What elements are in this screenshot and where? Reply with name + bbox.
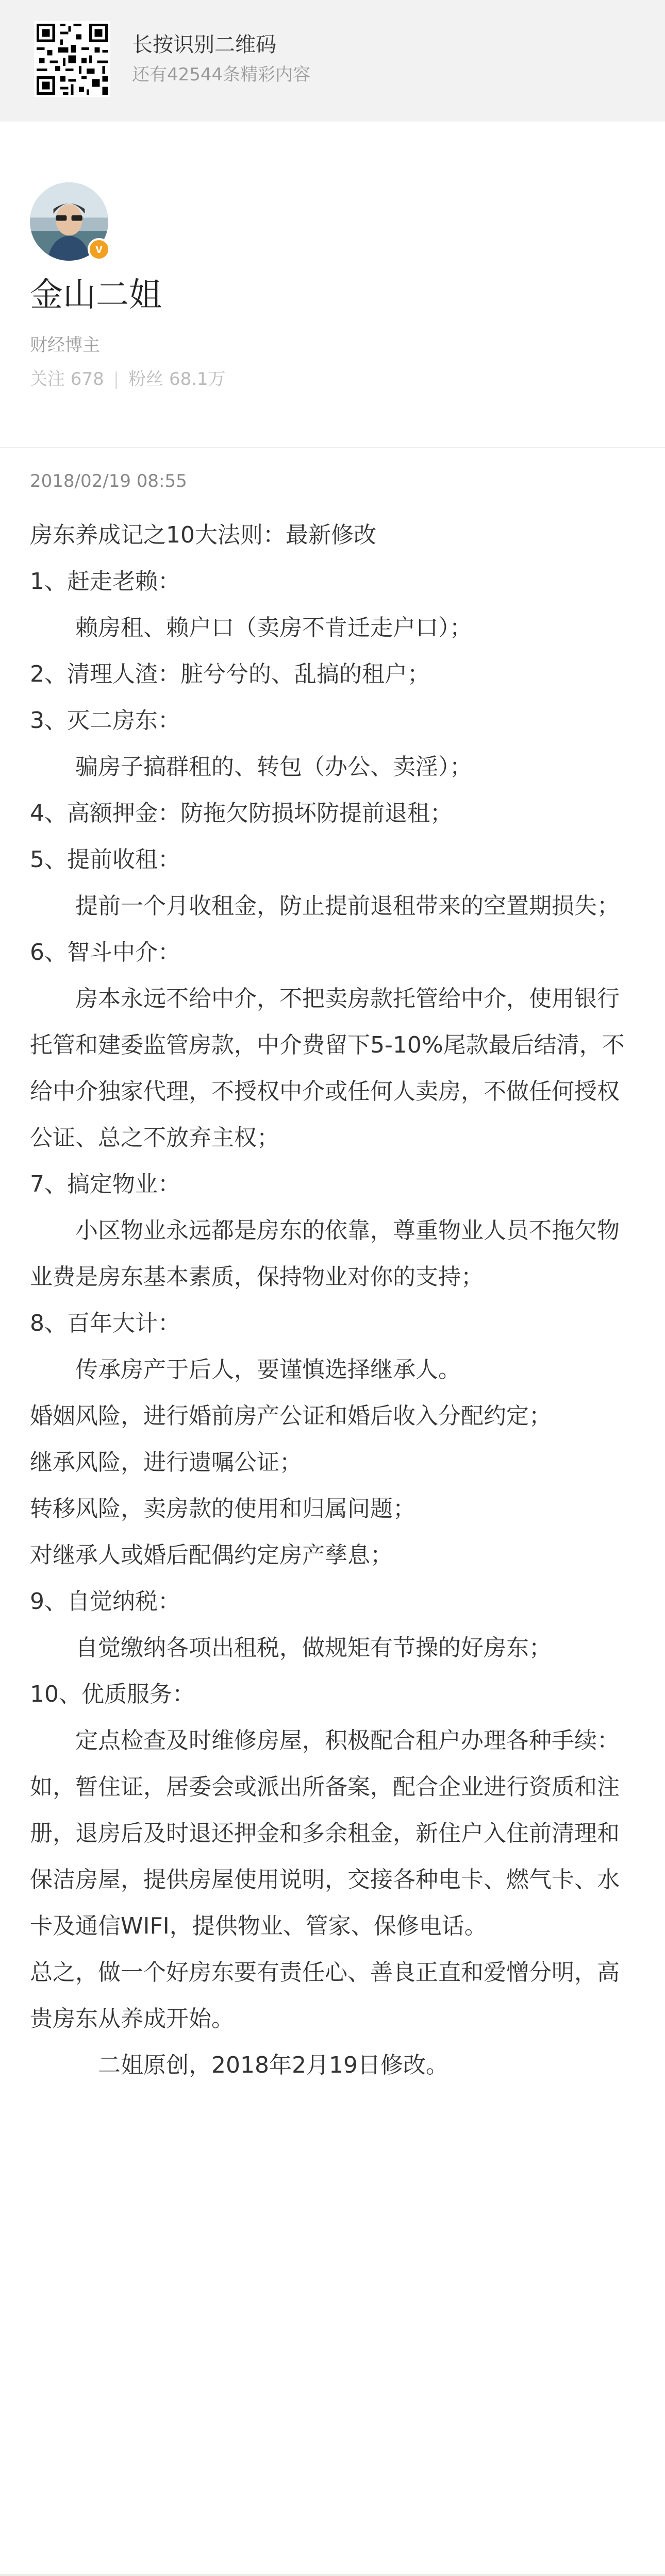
verified-badge-icon: v <box>88 238 110 261</box>
post-line: 自觉缴纳各项出租税，做规矩有节操的好房东； <box>75 1635 552 1661</box>
banner-subtitle: 还有42544条精彩内容 <box>132 64 311 85</box>
post-line: 继承风险，进行遗嘱公证； <box>30 1449 302 1476</box>
post-line: 8、百年大计： <box>30 1310 180 1336</box>
author-name[interactable]: 金山二姐 <box>30 276 162 314</box>
post-line: 骗房子搞群租的、转包（办公、卖淫）； <box>75 754 472 780</box>
post-line: 房本永远不给中介，不把卖房款托管给中介，使用银行托管和建委监管房款，中介费留下5-10%尾款最后结清，不给中介独家代理，不授权中介或任何人卖房，不做任何授权公证、总之不放弃主权； <box>30 986 625 1151</box>
post-line: 10、优质服务： <box>30 1681 195 1707</box>
post-line: 二姐原创，2018年2月19日修改。 <box>98 2052 448 2078</box>
divider <box>0 447 665 448</box>
post-line: 5、提前收租： <box>30 846 180 873</box>
fans-count[interactable]: 粉丝 68.1万 <box>128 369 226 389</box>
post-line: 转移风险，卖房款的使用和归属问题； <box>30 1496 415 1522</box>
post-line: 7、搞定物业： <box>30 1171 180 1197</box>
post-image[interactable] <box>0 2574 665 2576</box>
stats-separator: | <box>113 369 120 389</box>
post-line: 婚姻风险，进行婚前房产公证和婚后收入分配约定； <box>30 1403 552 1429</box>
qr-code-icon[interactable] <box>34 21 110 97</box>
post-line: 定点检查及时维修房屋，积极配合租户办理各种手续：如，暂住证，居委会或派出所备案，配合企业进行资质和注册，退房后及时退还押金和多余租金，新住户入住前清理和保洁房屋，提供房屋使用说明，交接各种电卡、燃气卡、水卡及通信WIFI，提供物业、管家、保修电话。 <box>30 1727 620 1939</box>
post-line: 房东养成记之10大法则：最新修改 <box>30 522 376 548</box>
post-line: 4、高额押金：防拖欠防损坏防提前退租； <box>30 800 453 826</box>
post-line: 总之，做一个好房东要有责任心、善良正直和爱憎分明，高贵房东从养成开始。 <box>30 1959 620 2032</box>
post-line: 2、清理人渣：脏兮兮的、乱搞的租户； <box>30 661 430 687</box>
post-line: 1、赶走老赖： <box>30 568 180 595</box>
post-line: 对继承人或婚后配偶约定房产孳息； <box>30 1542 393 1568</box>
post-line: 小区物业永远都是房东的依靠，尊重物业人员不拖欠物业费是房东基本素质，保持物业对你的支持； <box>30 1217 620 1290</box>
author-stats <box>30 368 226 391</box>
author-role: 财经博主 <box>30 335 100 355</box>
follow-count[interactable]: 关注 678 <box>30 369 104 389</box>
weibo-post-card <box>0 122 665 2576</box>
banner-title: 长按识别二维码 <box>132 33 276 57</box>
post-line: 提前一个月收租金，防止提前退租带来的空置期损失； <box>75 893 620 919</box>
post-line: 3、灭二房东： <box>30 707 180 734</box>
post-line: 传承房产于后人，要谨慎选择继承人。 <box>75 1357 461 1383</box>
post-content <box>30 512 634 2089</box>
top-qr-banner[interactable] <box>0 0 665 118</box>
post-date: 2018/02/19 08:55 <box>30 471 187 492</box>
post-line: 6、智斗中介： <box>30 939 180 965</box>
post-line: 9、自觉纳税： <box>30 1588 180 1615</box>
post-line: 赖房租、赖户口（卖房不肯迁走户口）； <box>75 615 472 641</box>
